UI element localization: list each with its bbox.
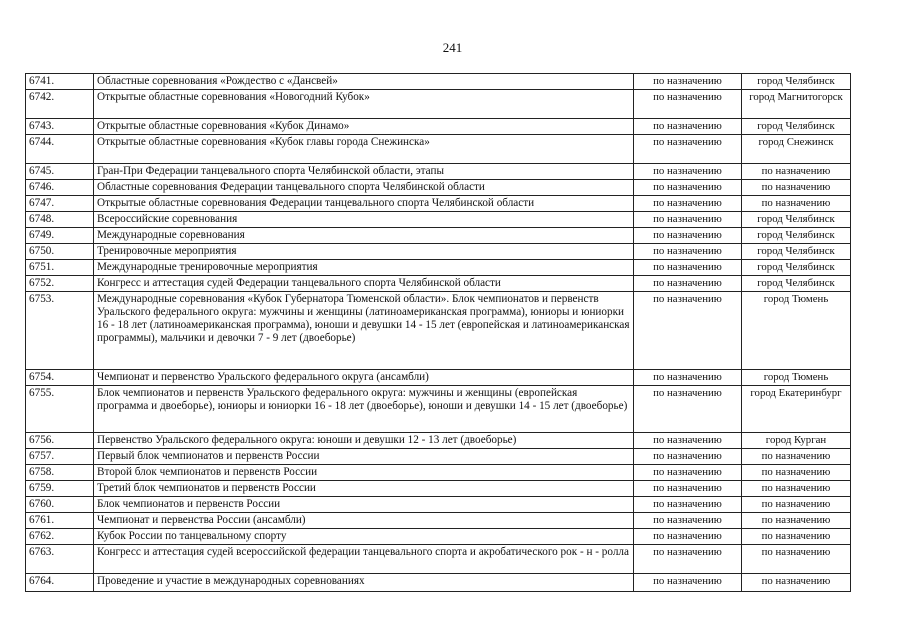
event-name: Конгресс и аттестация судей всероссийской федерации танцевального спорта и акробатического рок - н - ролла: [94, 545, 634, 574]
table-row: [26, 74, 851, 90]
event-place: по назначению: [742, 164, 851, 180]
row-number: 6743.: [26, 119, 94, 135]
event-name: Открытые областные соревнования Федерации танцевального спорта Челябинской области: [94, 196, 634, 212]
event-period: по назначению: [634, 497, 742, 513]
table-row: [26, 244, 851, 260]
table-row: [26, 529, 851, 545]
event-name: Блок чемпионатов и первенств России: [94, 497, 634, 513]
event-place: город Челябинск: [742, 244, 851, 260]
event-place: по назначению: [742, 196, 851, 212]
event-name: Всероссийские соревнования: [94, 212, 634, 228]
event-name: Гран-При Федерации танцевального спорта Челябинской области, этапы: [94, 164, 634, 180]
table-row: [26, 574, 851, 592]
table-row: [26, 196, 851, 212]
table-row: [26, 135, 851, 164]
table-row: [26, 513, 851, 529]
table-row: [26, 228, 851, 244]
event-period: по назначению: [634, 574, 742, 592]
event-place: по назначению: [742, 180, 851, 196]
event-place: город Тюмень: [742, 370, 851, 386]
event-period: по назначению: [634, 228, 742, 244]
table-row: [26, 481, 851, 497]
row-number: 6764.: [26, 574, 94, 592]
table-row: [26, 260, 851, 276]
row-number: 6763.: [26, 545, 94, 574]
row-number: 6757.: [26, 449, 94, 465]
event-place: по назначению: [742, 545, 851, 574]
row-number: 6762.: [26, 529, 94, 545]
event-place: город Челябинск: [742, 74, 851, 90]
event-place: по назначению: [742, 449, 851, 465]
row-number: 6746.: [26, 180, 94, 196]
event-name: Областные соревнования «Рождество с «Дансвей»: [94, 74, 634, 90]
row-number: 6756.: [26, 433, 94, 449]
row-number: 6742.: [26, 90, 94, 119]
event-period: по назначению: [634, 481, 742, 497]
event-period: по назначению: [634, 513, 742, 529]
event-place: по назначению: [742, 465, 851, 481]
table-row: [26, 386, 851, 433]
event-name: Первенство Уральского федерального округа: юноши и девушки 12 - 13 лет (двоеборье): [94, 433, 634, 449]
event-name: Международные соревнования «Кубок Губернатора Тюменской области». Блок чемпионатов и первенств Уральского федерального округа: мужчины и женщины (латиноамериканская программа), юниоры и юниорки 16 - 18 лет (латиноамериканская программа), юноши и девушки 14 - 15 лет (европейская и латиноамериканская программы), мальчики и девочки 7 - 9 лет (двоеборье): [94, 292, 634, 370]
event-period: по назначению: [634, 292, 742, 370]
event-place: город Челябинск: [742, 212, 851, 228]
row-number: 6745.: [26, 164, 94, 180]
event-name: Международные тренировочные мероприятия: [94, 260, 634, 276]
event-period: по назначению: [634, 119, 742, 135]
row-number: 6754.: [26, 370, 94, 386]
table-row: [26, 276, 851, 292]
event-period: по назначению: [634, 545, 742, 574]
event-name: Проведение и участие в международных соревнованиях: [94, 574, 634, 592]
event-place: по назначению: [742, 574, 851, 592]
event-place: по назначению: [742, 497, 851, 513]
row-number: 6755.: [26, 386, 94, 433]
event-place: город Челябинск: [742, 276, 851, 292]
event-name: Открытые областные соревнования «Кубок Динамо»: [94, 119, 634, 135]
row-number: 6744.: [26, 135, 94, 164]
event-period: по назначению: [634, 276, 742, 292]
table-row: [26, 433, 851, 449]
event-name: Кубок России по танцевальному спорту: [94, 529, 634, 545]
row-number: 6753.: [26, 292, 94, 370]
event-place: город Челябинск: [742, 260, 851, 276]
event-period: по назначению: [634, 449, 742, 465]
event-name: Чемпионат и первенство Уральского федерального округа (ансамбли): [94, 370, 634, 386]
event-name: Тренировочные мероприятия: [94, 244, 634, 260]
event-period: по назначению: [634, 260, 742, 276]
event-place: город Екатеринбург: [742, 386, 851, 433]
row-number: 6747.: [26, 196, 94, 212]
event-period: по назначению: [634, 90, 742, 119]
table-row: [26, 180, 851, 196]
table-row: [26, 497, 851, 513]
event-place: по назначению: [742, 529, 851, 545]
event-name: Второй блок чемпионатов и первенств России: [94, 465, 634, 481]
event-name: Чемпионат и первенства России (ансамбли): [94, 513, 634, 529]
page-number: 241: [442, 40, 463, 55]
event-name: Первый блок чемпионатов и первенств России: [94, 449, 634, 465]
table-row: [26, 370, 851, 386]
event-name: Конгресс и аттестация судей Федерации танцевального спорта Челябинской области: [94, 276, 634, 292]
event-place: по назначению: [742, 481, 851, 497]
event-place: город Курган: [742, 433, 851, 449]
table-row: [26, 465, 851, 481]
row-number: 6760.: [26, 497, 94, 513]
event-name: Открытые областные соревнования «Новогодний Кубок»: [94, 90, 634, 119]
table-row: [26, 119, 851, 135]
event-name: Областные соревнования Федерации танцевального спорта Челябинской области: [94, 180, 634, 196]
event-place: город Челябинск: [742, 228, 851, 244]
event-period: по назначению: [634, 433, 742, 449]
row-number: 6748.: [26, 212, 94, 228]
row-number: 6752.: [26, 276, 94, 292]
event-period: по назначению: [634, 465, 742, 481]
event-period: по назначению: [634, 164, 742, 180]
table-row: [26, 90, 851, 119]
event-name: Открытые областные соревнования «Кубок главы города Снежинска»: [94, 135, 634, 164]
event-period: по назначению: [634, 529, 742, 545]
row-number: 6759.: [26, 481, 94, 497]
table-row: [26, 164, 851, 180]
event-place: город Челябинск: [742, 119, 851, 135]
event-place: по назначению: [742, 513, 851, 529]
row-number: 6750.: [26, 244, 94, 260]
row-number: 6741.: [26, 74, 94, 90]
event-period: по назначению: [634, 212, 742, 228]
event-period: по назначению: [634, 135, 742, 164]
event-name: Третий блок чемпионатов и первенств России: [94, 481, 634, 497]
events-table: [25, 73, 851, 592]
table-row: [26, 292, 851, 370]
table-row: [26, 545, 851, 574]
event-place: город Тюмень: [742, 292, 851, 370]
event-name: Блок чемпионатов и первенств Уральского федерального округа: мужчины и женщины (европейская программа и двоеборье), юниоры и юниорки 16 - 18 лет (двоеборье), юноши и девушки 14 - 15 лет (двоеборье): [94, 386, 634, 433]
row-number: 6749.: [26, 228, 94, 244]
events-table-body: [26, 74, 851, 592]
row-number: 6751.: [26, 260, 94, 276]
table-row: [26, 449, 851, 465]
event-period: по назначению: [634, 244, 742, 260]
event-period: по назначению: [634, 196, 742, 212]
event-place: город Магнитогорск: [742, 90, 851, 119]
row-number: 6758.: [26, 465, 94, 481]
event-period: по назначению: [634, 370, 742, 386]
row-number: 6761.: [26, 513, 94, 529]
table-row: [26, 212, 851, 228]
event-period: по назначению: [634, 386, 742, 433]
event-period: по назначению: [634, 180, 742, 196]
event-place: город Снежинск: [742, 135, 851, 164]
event-name: Международные соревнования: [94, 228, 634, 244]
event-period: по назначению: [634, 74, 742, 90]
